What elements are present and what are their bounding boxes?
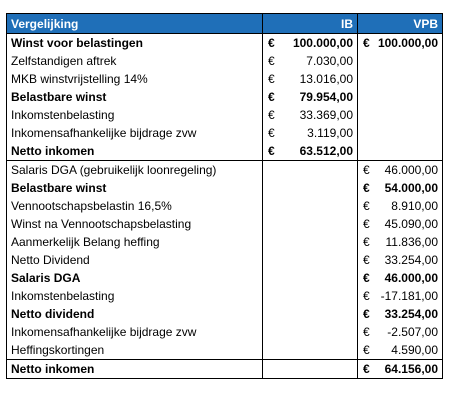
table-row [7,34,443,53]
row-label: Aanmerkelijk Belang heffing [7,233,263,251]
currency-symbol: € [268,72,275,86]
table-row [7,124,443,142]
currency-symbol: € [363,217,370,231]
currency-symbol: € [363,271,370,285]
row-label: Inkomensafhankelijke bijdrage zvw [7,124,263,142]
row-vpb-cell [358,360,443,379]
currency-symbol: € [363,163,370,177]
currency-symbol: € [268,126,275,140]
currency-symbol: € [268,90,275,104]
amount-ib: 79.954,00 [299,90,353,104]
row-label: Winst na Vennootschapsbelasting [7,215,263,233]
amount-vpb: 8.910,00 [391,199,438,213]
row-ib-cell [263,142,358,161]
row-vpb-cell [358,52,443,70]
currency-symbol: € [363,343,370,357]
amount-vpb: 11.836,00 [385,235,438,249]
row-label: Netto inkomen [7,360,263,379]
table-row [7,269,443,287]
table-row [7,233,443,251]
row-label: Salaris DGA [7,269,263,287]
row-label: Inkomensafhankelijke bijdrage zvw [7,323,263,341]
row-ib-cell [263,251,358,269]
table-row [7,360,443,379]
currency-symbol: € [363,235,370,249]
table-row [7,179,443,197]
row-ib-cell [263,52,358,70]
row-vpb-cell [358,287,443,305]
table-row [7,341,443,360]
amount-ib: 7.030,00 [306,54,353,68]
amount-vpb: 46.000,00 [384,271,438,285]
table-body [7,34,443,379]
currency-symbol: € [268,144,275,158]
amount-vpb: 54.000,00 [384,181,438,195]
row-ib-cell [263,124,358,142]
amount-ib: 33.369,00 [299,108,353,122]
table-row [7,70,443,88]
row-ib-cell [263,197,358,215]
row-label: Salaris DGA (gebruikelijk loonregeling) [7,161,263,180]
row-vpb-cell [358,233,443,251]
row-label: Winst voor belastingen [7,34,263,53]
currency-symbol: € [268,108,275,122]
row-vpb-cell [358,124,443,142]
row-label: Heffingskortingen [7,341,263,360]
row-ib-cell [263,360,358,379]
row-label: Zelfstandigen aftrek [7,52,263,70]
row-label: Belastbare winst [7,88,263,106]
row-vpb-cell [358,70,443,88]
currency-symbol: € [363,253,370,267]
row-label: Netto Dividend [7,251,263,269]
table-row [7,323,443,341]
currency-symbol: € [363,362,370,376]
row-vpb-cell [358,251,443,269]
row-ib-cell [263,161,358,180]
row-ib-cell [263,215,358,233]
row-ib-cell [263,341,358,360]
amount-vpb: -2.507,00 [387,325,438,339]
table-row [7,106,443,124]
row-vpb-cell [358,142,443,161]
row-vpb-cell [358,305,443,323]
table-row [7,88,443,106]
currency-symbol: € [268,36,275,50]
row-ib-cell [263,34,358,53]
currency-symbol: € [363,325,370,339]
amount-vpb: 33.254,00 [384,307,438,321]
amount-vpb: 33.254,00 [384,253,438,267]
row-label: MKB winstvrijstelling 14% [7,70,263,88]
amount-vpb: 46.000,00 [384,163,438,177]
row-vpb-cell [358,88,443,106]
row-ib-cell [263,179,358,197]
row-label: Inkomstenbelasting [7,287,263,305]
row-vpb-cell [358,161,443,180]
row-ib-cell [263,323,358,341]
amount-ib: 3.119,00 [307,126,353,140]
amount-vpb: 45.090,00 [384,217,438,231]
header-label: Vergelijking [7,14,263,34]
table-row [7,305,443,323]
row-label: Inkomstenbelasting [7,106,263,124]
amount-ib: 13.016,00 [299,72,353,86]
row-label: Vennootschapsbelastin 16,5% [7,197,263,215]
header-row [7,14,443,34]
row-ib-cell [263,287,358,305]
row-vpb-cell [358,215,443,233]
currency-symbol: € [363,181,370,195]
amount-vpb: 64.156,00 [384,362,438,376]
row-vpb-cell [358,197,443,215]
header-vpb: VPB [358,14,443,34]
currency-symbol: € [363,199,370,213]
table-row [7,52,443,70]
row-label: Netto dividend [7,305,263,323]
row-vpb-cell [358,34,443,53]
row-label: Belastbare winst [7,179,263,197]
comparison-table [6,13,443,379]
table-row [7,197,443,215]
currency-symbol: € [268,54,275,68]
table-row [7,215,443,233]
row-vpb-cell [358,323,443,341]
table-row [7,142,443,161]
row-vpb-cell [358,269,443,287]
row-ib-cell [263,269,358,287]
row-vpb-cell [358,106,443,124]
row-ib-cell [263,88,358,106]
table-row [7,161,443,180]
currency-symbol: € [363,36,370,50]
amount-vpb: 4.590,00 [391,343,438,357]
currency-symbol: € [363,307,370,321]
row-ib-cell [263,305,358,323]
row-ib-cell [263,233,358,251]
amount-ib: 100.000,00 [292,36,353,50]
amount-ib: 63.512,00 [299,144,353,158]
table-row [7,287,443,305]
currency-symbol: € [363,289,370,303]
amount-vpb: 100.000,00 [377,36,438,50]
row-ib-cell [263,106,358,124]
header-ib: IB [263,14,358,34]
row-label: Netto inkomen [7,142,263,161]
row-ib-cell [263,70,358,88]
comparison-table-container [6,13,442,379]
row-vpb-cell [358,179,443,197]
table-row [7,251,443,269]
amount-vpb: -17.181,00 [380,289,438,303]
row-vpb-cell [358,341,443,360]
